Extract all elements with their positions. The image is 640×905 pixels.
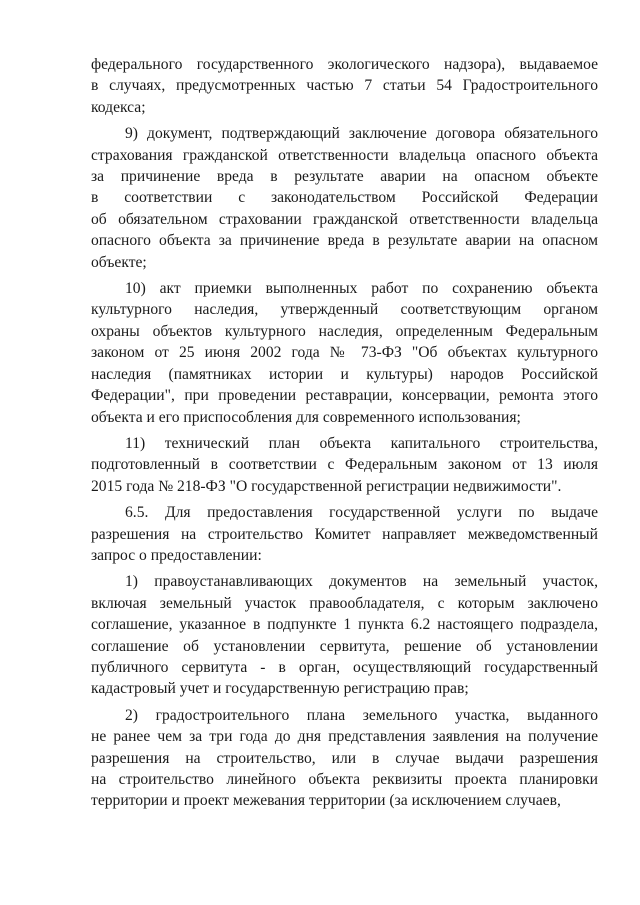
text-line: 11) технический план объекта капитального строительства,	[125, 434, 598, 452]
p-continuation	[91, 54, 598, 118]
text-line: федерального государственного экологического надзора), выдаваемое	[91, 56, 598, 73]
text-line: не ранее чем за три года до дня представления заявления на получение	[91, 728, 598, 746]
text-line: разрешения на строительство, или в случае выдачи разрешения	[91, 749, 598, 767]
text-line: наследия (памятниках истории и культуры) народов Российской	[91, 365, 598, 383]
text-line: за причинение вреда в результате аварии на опасном объекте	[91, 168, 598, 186]
text-line: об обязательном страховании гражданской ответственности владельца	[91, 210, 598, 228]
text-line: объекте;	[91, 253, 147, 271]
p-sub-2	[91, 705, 598, 812]
text-line: объекта и его приспособления для современного использования;	[91, 408, 521, 426]
p-section-6-5	[91, 502, 598, 566]
text-line: разрешения на строительство Комитет направляет межведомственный	[91, 525, 598, 543]
document-page	[91, 54, 598, 812]
text-line: культурного наследия, утвержденный соответствующим органом	[91, 301, 598, 319]
text-line: территории и проект межевания территории (за исключением случаев,	[91, 792, 561, 810]
text-line: публичного сервитута - в орган, осуществляющий государственный	[91, 658, 598, 676]
text-line: 1) правоустанавливающих документов на земельный участок,	[125, 573, 598, 591]
p-item-9	[91, 123, 598, 273]
text-line: в случаях, предусмотренных частью 7 статьи 54 Градостроительного	[91, 77, 598, 95]
text-line: 6.5. Для предоставления государственной услуги по выдаче	[125, 504, 598, 522]
text-line: на строительство линейного объекта реквизиты проекта планировки	[91, 771, 598, 788]
text-line: страхования гражданской ответственности владельца опасного объекта	[91, 146, 598, 164]
text-line: 2015 года № 218-ФЗ "О государственной регистрации недвижимости".	[91, 477, 562, 495]
text-line: опасного объекта за причинение вреда в результате аварии на опасном	[91, 232, 598, 250]
text-line: охраны объектов культурного наследия, определенным Федеральным	[91, 322, 598, 340]
text-line: включая земельный участок правообладателя, с которым заключено	[91, 594, 598, 612]
p-sub-1	[91, 571, 598, 699]
text-line: соглашение, указанное в подпункте 1 пункта 6.2 настоящего подраздела,	[91, 616, 598, 634]
p-item-10	[91, 278, 598, 428]
text-line: кодекса;	[91, 98, 146, 116]
text-line: запрос о предоставлении:	[91, 546, 262, 564]
text-line: Федерации", при проведении реставрации, консервации, ремонта этого	[91, 387, 598, 405]
text-line: кадастровый учет и государственную регистрацию прав;	[91, 680, 469, 698]
text-line: 9) документ, подтверждающий заключение договора обязательного	[125, 125, 598, 143]
text-line: 10) акт приемки выполненных работ по сохранению объекта	[125, 280, 598, 298]
text-line: 2) градостроительного плана земельного участка, выданного	[125, 706, 598, 724]
text-line: соглашение об установлении сервитута, решение об установлении	[91, 637, 598, 655]
text-line: подготовленный в соответствии с Федеральным законом от 13 июля	[91, 456, 598, 474]
p-item-11	[91, 433, 598, 497]
text-line: законом от 25 июня 2002 года № 73-ФЗ "Об объектах культурного	[91, 344, 598, 362]
text-line: в соответствии с законодательством Российской Федерации	[91, 189, 598, 207]
